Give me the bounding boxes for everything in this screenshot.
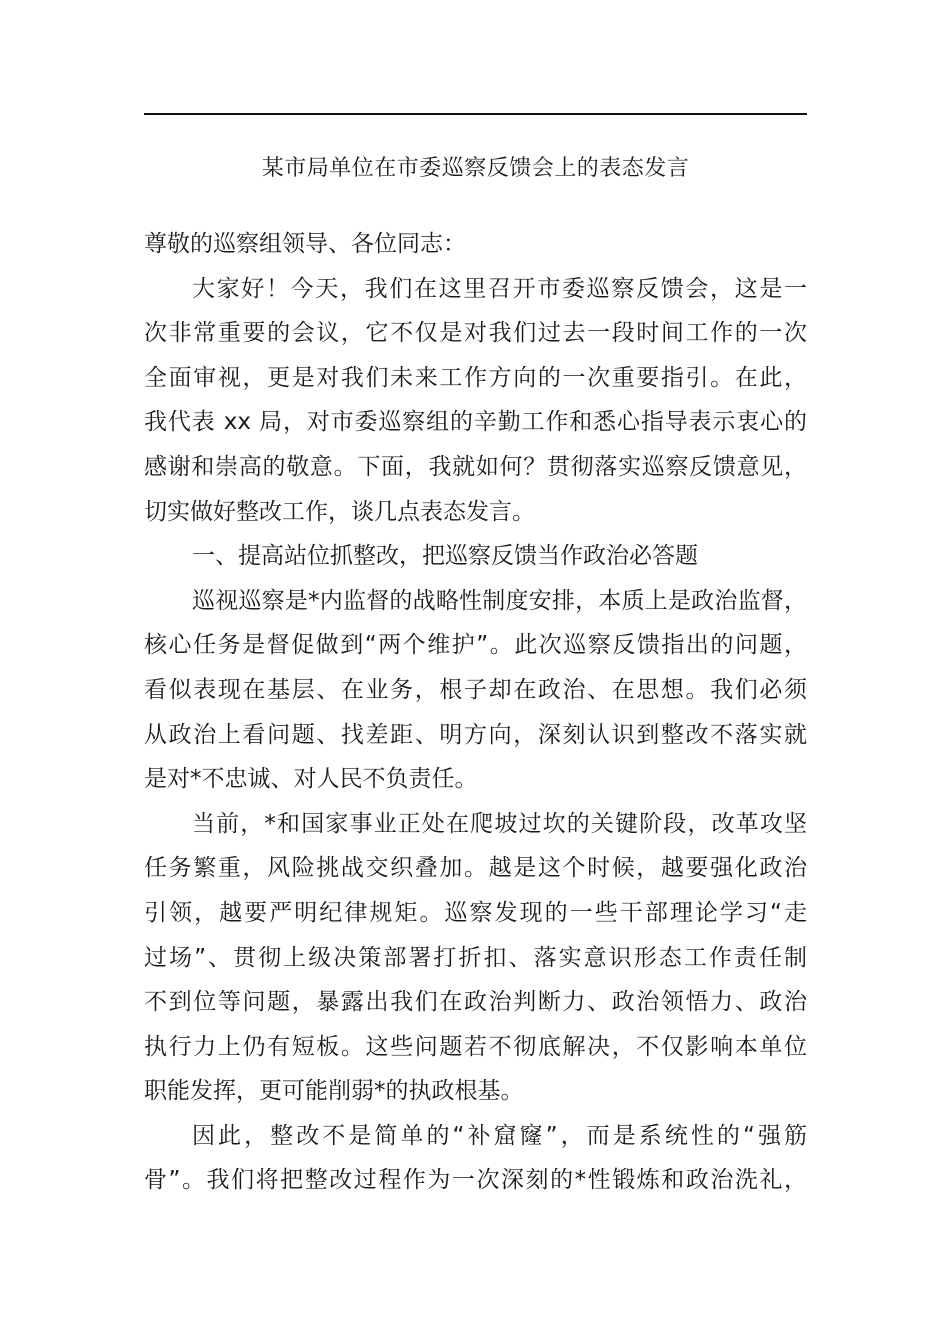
body-line: 骨”。我们将把整改过程作为一次深刻的*性锻炼和政治洗礼， <box>144 1167 807 1194</box>
body-line: 执行力上仍有短板。这些问题若不彻底解决，不仅影响本单位 <box>144 1033 807 1060</box>
body-line: 核心任务是督促做到“两个维护”。此次巡察反馈指出的问题， <box>144 632 807 659</box>
body-line: 巡视巡察是*内监督的战略性制度安排，本质上是政治监督， <box>192 587 807 614</box>
body-line: 因此，整改不是简单的“补窟窿”，而是系统性的“强筋 <box>192 1122 807 1149</box>
body-line: 过场”、贯彻上级决策部署打折扣、落实意识形态工作责任制 <box>144 944 807 971</box>
body-line: 看似表现在基层、在业务，根子却在政治、在思想。我们必须 <box>144 676 807 703</box>
body-line: 从政治上看问题、找差距、明方向，深刻认识到整改不落实就 <box>144 721 807 748</box>
body-line: 引领，越要严明纪律规矩。巡察发现的一些干部理论学习“走 <box>144 899 807 926</box>
body-line: 一、提高站位抓整改，把巡察反馈当作政治必答题 <box>192 543 698 570</box>
body-line: 是对*不忠诚、对人民不负责任。 <box>144 766 478 793</box>
header-rule <box>144 113 807 115</box>
body-line: 当前，*和国家事业正处在爬坡过坎的关键阶段，改革攻坚 <box>192 810 807 837</box>
body-line: 全面审视，更是对我们未来工作方向的一次重要指引。在此， <box>144 364 807 391</box>
body-line: 次非常重要的会议，它不仅是对我们过去一段时间工作的一次 <box>144 320 807 347</box>
body-line: 职能发挥，更可能削弱*的执政根基。 <box>144 1078 524 1105</box>
document-body <box>144 222 807 1203</box>
body-line: 我代表 xx 局，对市委巡察组的辛勤工作和悉心指导表示衷心的 <box>144 409 807 436</box>
body-line: 切实做好整改工作，谈几点表态发言。 <box>144 498 535 525</box>
body-line: 任务繁重，风险挑战交织叠加。越是这个时候，越要强化政治 <box>144 855 807 882</box>
document-title: 某市局单位在市委巡察反馈会上的表态发言 <box>261 156 690 181</box>
body-line: 不到位等问题，暴露出我们在政治判断力、政治领悟力、政治 <box>144 989 807 1016</box>
body-line: 尊敬的巡察组领导、各位同志： <box>144 231 466 257</box>
body-line: 感谢和崇高的敬意。下面，我就如何？贯彻落实巡察反馈意见， <box>144 453 807 480</box>
body-line: 大家好！今天，我们在这里召开市委巡察反馈会，这是一 <box>192 275 807 302</box>
